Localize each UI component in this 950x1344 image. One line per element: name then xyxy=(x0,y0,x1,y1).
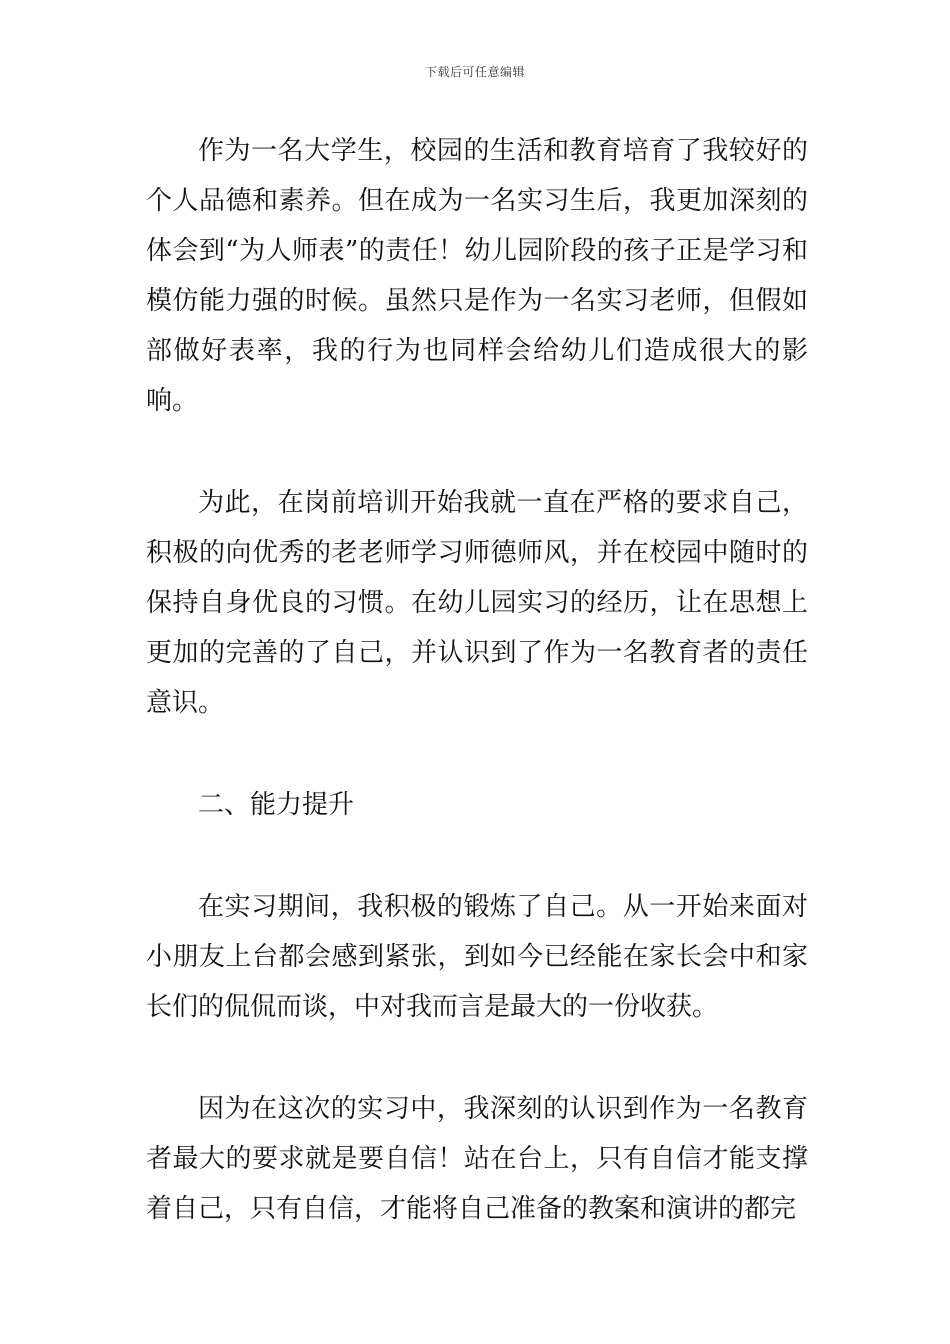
paragraph-3: 在实习期间，我积极的锻炼了自己。从一开始来面对小朋友上台都会感到紧张，到如今已经能在家长会中和家长们的侃侃而谈，中对我而言是最大的一份收获。 xyxy=(146,892,808,1022)
paragraph-gap xyxy=(146,426,808,478)
document-body xyxy=(146,126,808,1234)
paragraph-gap xyxy=(146,728,808,780)
paragraph-gap xyxy=(146,830,808,882)
paragraph-2: 为此，在岗前培训开始我就一直在严格的要求自己，积极的向优秀的老老师学习师德师风，并在校园中随时的保持自身优良的习惯。在幼儿园实习的经历，让在思想上更加的完善的了自己，并认识到了作为一名教育者的责任意识。 xyxy=(146,488,808,718)
header-note: 下载后可任意编辑 xyxy=(424,65,525,79)
section-heading: 二、能力提升 xyxy=(198,790,355,820)
paragraph-gap xyxy=(146,1032,808,1084)
paragraph-4: 因为在这次的实习中，我深刻的认识到作为一名教育者最大的要求就是要自信！站在台上，只有自信才能支撑着自己，只有自信，才能将自己准备的教案和演讲的都完 xyxy=(146,1094,808,1224)
paragraph-1: 作为一名大学生，校园的生活和教育培育了我较好的个人品德和素养。但在成为一名实习生后，我更加深刻的体会到“为人师表”的责任！幼儿园阶段的孩子正是学习和模仿能力强的时候。虽然只是作为一名实习老师，但假如部做好表率，我的行为也同样会给幼儿们造成很大的影响。 xyxy=(146,136,808,416)
